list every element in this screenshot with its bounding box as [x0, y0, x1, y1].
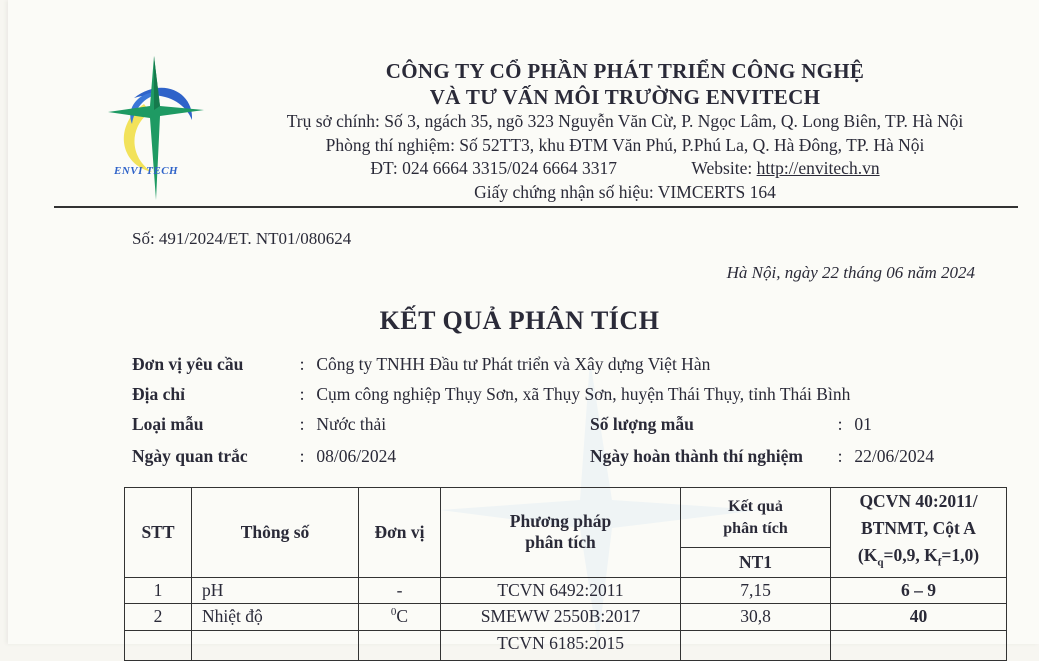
- col-header-parameter: Thông số: [192, 488, 359, 578]
- sample-count-row: Số lượng mẫu : 01: [590, 414, 872, 434]
- col-header-stt: STT: [125, 488, 192, 578]
- col-header-method: Phương pháp phân tích: [441, 488, 681, 578]
- sample-type-label: Loại mẫu: [132, 414, 204, 434]
- col-header-sample-nt1: NT1: [681, 548, 831, 577]
- page-title: KẾT QUẢ PHÂN TÍCH: [379, 306, 660, 335]
- address-label: Địa chỉ: [132, 384, 185, 404]
- table-header-row: [125, 488, 1007, 548]
- address-value: Cụm công nghiệp Thụy Sơn, xã Thụy Sơn, huyện Thái Thụy, tỉnh Thái Bình: [316, 384, 851, 404]
- phone-numbers: ĐT: 024 6664 3315/024 6664 3317: [370, 158, 617, 178]
- header-divider: [54, 206, 1018, 208]
- sample-type-value: Nước thải: [316, 414, 387, 434]
- table-row: 2 Nhiệt độ $^0$C SMEWW 2550B:2017 30,8 40: [125, 603, 1007, 630]
- logo-wordmark: ENVI TECH: [114, 165, 179, 177]
- sample-type-row: Loại mẫu : Nước thải: [132, 414, 387, 434]
- website-link[interactable]: http://envitech.vn: [756, 158, 880, 178]
- company-header: [240, 58, 1010, 204]
- sample-count-label: Số lượng mẫu: [590, 414, 694, 434]
- monitor-date-row: Ngày quan trắc : 08/06/2024: [132, 446, 397, 466]
- table-row: 1 pH - TCVN 6492:2011 7,15 6 – 9: [125, 577, 1007, 603]
- complete-date-value: 22/06/2024: [854, 446, 935, 466]
- results-table: [124, 487, 1007, 661]
- company-name-line1: CÔNG TY CỔ PHẦN PHÁT TRIỂN CÔNG NGHỆ: [385, 59, 865, 83]
- sample-count-value: 01: [854, 414, 872, 434]
- requester-value: Công ty TNHH Đầu tư Phát triển và Xây dựng Việt Hàn: [316, 354, 711, 374]
- col-header-unit: Đơn vị: [359, 488, 441, 578]
- complete-date-row: Ngày hoàn thành thí nghiệm : 22/06/2024: [590, 446, 935, 466]
- monitor-date-value: 08/06/2024: [316, 446, 397, 466]
- monitor-date-label: Ngày quan trắc: [132, 446, 248, 466]
- requester-row: Đơn vị yêu cầu : Công ty TNHH Đầu tư Phát triển và Xây dựng Việt Hàn: [132, 354, 711, 374]
- complete-date-label: Ngày hoàn thành thí nghiệm: [590, 446, 803, 466]
- col-header-standard: QCVN 40:2011/ BTNMT, Cột A ($K_q=0,9$, $K_f=1,0$): [831, 488, 1007, 578]
- document-date: Hà Nội, ngày 22 tháng 06 năm 2024: [726, 263, 975, 282]
- document-number: Số: 491/2024/ET. NT01/080624: [132, 229, 352, 248]
- headquarters-address: Trụ sở chính: Số 3, ngách 35, ngõ 323 Nguyễn Văn Cừ, P. Ngọc Lâm, Q. Long Biên, TP. Hà Nội: [286, 111, 964, 131]
- contact-line: [240, 157, 1010, 181]
- address-row: Địa chỉ : Cụm công nghiệp Thụy Sơn, xã Thụy Sơn, huyện Thái Thụy, tỉnh Thái Bình: [132, 384, 851, 404]
- company-logo: [104, 54, 208, 204]
- col-header-result: Kết quả phân tích: [681, 488, 831, 548]
- company-name-line2: VÀ TƯ VẤN MÔI TRƯỜNG ENVITECH: [429, 85, 821, 109]
- website-label: Website:: [691, 158, 753, 178]
- table-row: TCVN 6185:2015: [125, 630, 1007, 660]
- certificate-number: Giấy chứng nhận số hiệu: VIMCERTS 164: [474, 181, 776, 202]
- requester-label: Đơn vị yêu cầu: [132, 354, 244, 374]
- lab-address: Phòng thí nghiệm: Số 52TT3, khu ĐTM Văn Phú, P.Phú La, Q. Hà Đông, TP. Hà Nội: [325, 134, 925, 155]
